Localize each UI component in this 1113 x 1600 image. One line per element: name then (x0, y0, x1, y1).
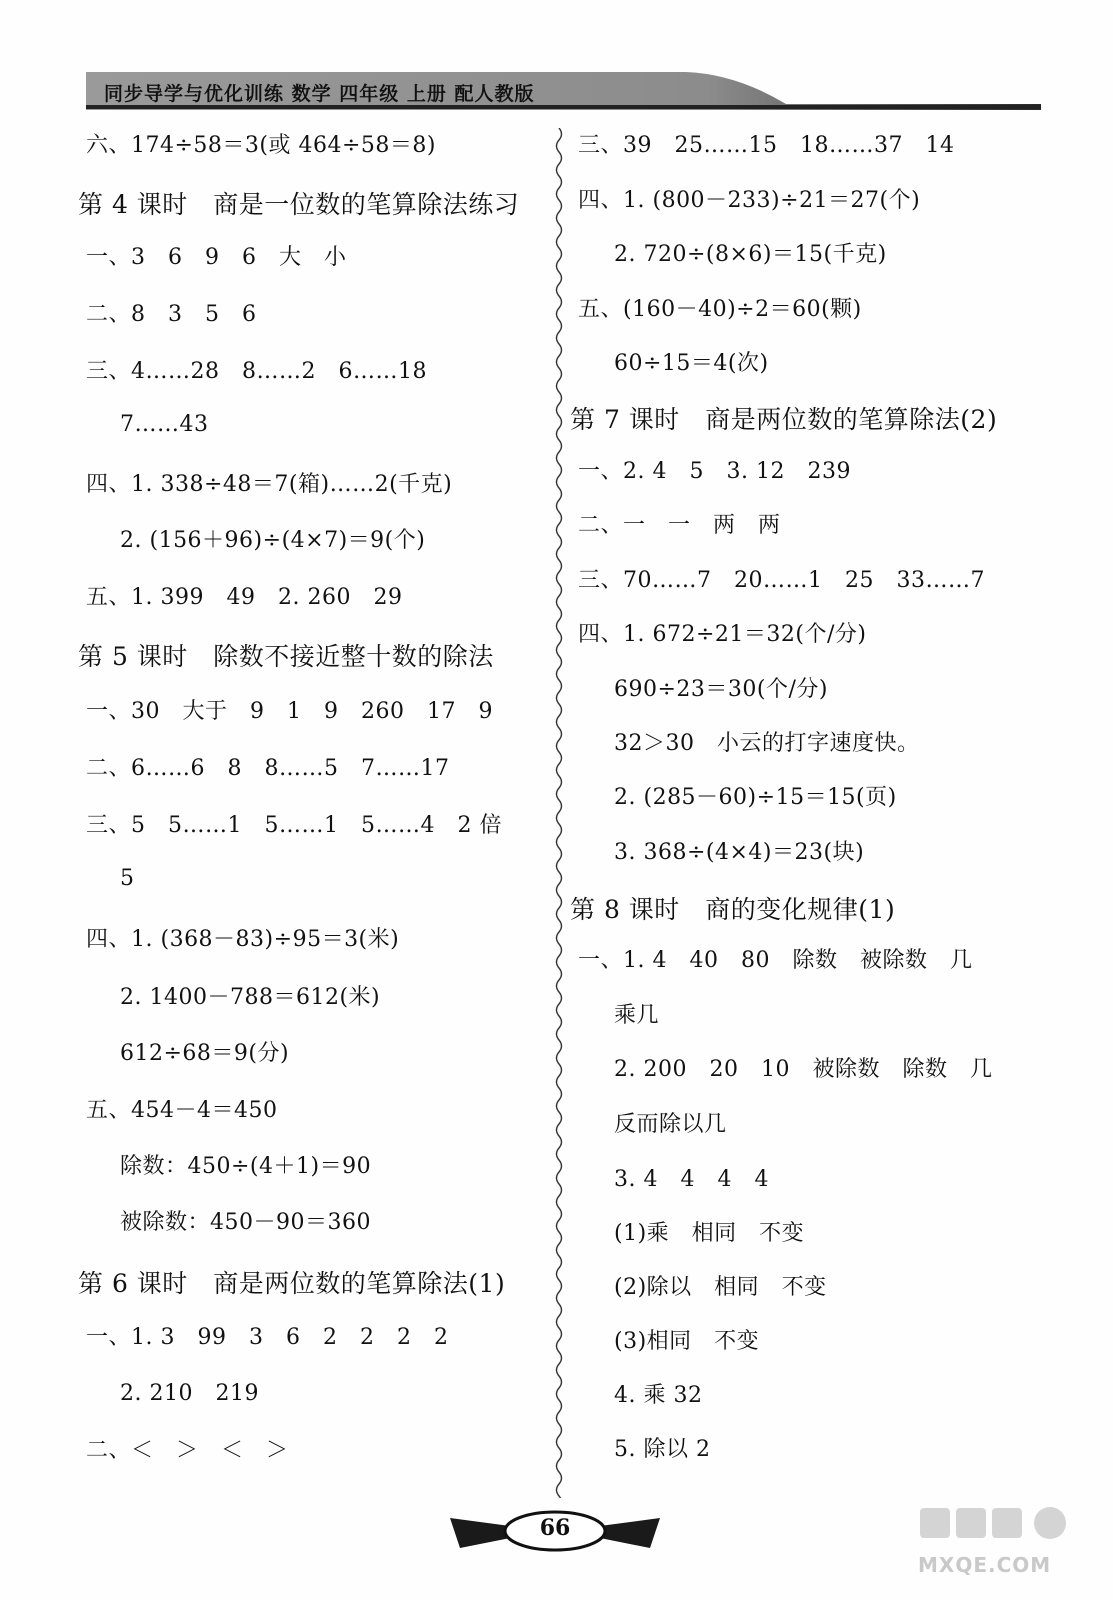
lesson-title: 第 8 课时 商的变化规律(1) (570, 895, 896, 924)
answer-line: (3)相同 不变 (614, 1329, 760, 1354)
page-number: 66 (539, 1515, 571, 1541)
answer-line: 3. 368÷(4×4)＝23(块) (614, 840, 865, 865)
answer-line: 3. 4 4 4 4 (614, 1167, 769, 1192)
answer-line: 一、1. 4 40 80 除数 被除数 几 (578, 948, 973, 973)
answer-line: 乘几 (614, 1003, 660, 1028)
answer-line: 5. 除以 2 (614, 1437, 711, 1462)
answer-line: 四、1. 338÷48＝7(箱)……2(千克) (86, 472, 453, 497)
answer-line: 2. 1400－788＝612(米) (120, 985, 381, 1010)
answer-line: 六、174÷58＝3(或 464÷58＝8) (86, 133, 436, 158)
answer-line: 三、70……7 20……1 25 33……7 (578, 568, 985, 593)
answer-line: 五、(160－40)÷2＝60(颗) (578, 297, 862, 322)
answer-line: 2. 210 219 (120, 1381, 259, 1406)
answer-line: 二、6……6 8 8……5 7……17 (86, 756, 450, 781)
lesson-title: 第 7 课时 商是两位数的笔算除法(2) (570, 405, 998, 434)
answer-line: 反而除以几 (614, 1112, 727, 1137)
answer-line: 二、一 一 两 两 (578, 513, 781, 538)
answer-line: 32＞30 小云的打字速度快。 (614, 731, 920, 756)
answer-line: 三、5 5……1 5……1 5……4 2 倍 (86, 813, 502, 838)
answer-line: (2)除以 相同 不变 (614, 1275, 827, 1300)
answer-line: 被除数：450－90＝360 (120, 1210, 371, 1235)
watermark-text: MXQE.COM (918, 1553, 1052, 1577)
answer-line: 60÷15＝4(次) (614, 351, 769, 376)
answer-line: 5 (120, 866, 135, 891)
answer-line: 7……43 (120, 412, 209, 437)
answer-line: 2. (285－60)÷15＝15(页) (614, 785, 897, 810)
answer-line: 四、1. (800－233)÷21＝27(个) (578, 188, 921, 213)
answer-line: 除数：450÷(4＋1)＝90 (120, 1154, 372, 1179)
answer-line: 四、1. 672÷21＝32(个/分) (578, 622, 867, 647)
answer-line: 2. 720÷(8×6)＝15(千克) (614, 242, 887, 267)
answer-line: 2. 200 20 10 被除数 除数 几 (614, 1057, 993, 1082)
answer-line: 三、4……28 8……2 6……18 (86, 359, 427, 384)
answer-line: 二、8 3 5 6 (86, 302, 257, 327)
answer-line: 四、1. (368－83)÷95＝3(米) (86, 927, 400, 952)
lesson-title: 第 4 课时 商是一位数的笔算除法练习 (78, 190, 520, 219)
answer-line: 612÷68＝9(分) (120, 1041, 290, 1066)
answer-line: 一、1. 3 99 3 6 2 2 2 2 (86, 1325, 449, 1350)
answer-line: 4. 乘 32 (614, 1383, 703, 1408)
page-header-title: 同步导学与优化训练 数学 四年级 上册 配人教版 (104, 83, 535, 105)
column-divider (552, 128, 566, 1498)
lesson-title: 第 6 课时 商是两位数的笔算除法(1) (78, 1269, 506, 1298)
answer-line: 一、2. 4 5 3. 12 239 (578, 459, 851, 484)
answer-line: 一、30 大于 9 1 9 260 17 9 (86, 699, 493, 724)
answer-line: 五、454－4＝450 (86, 1098, 278, 1123)
answer-line: 三、39 25……15 18……37 14 (578, 133, 955, 158)
answer-line: 五、1. 399 49 2. 260 29 (86, 585, 403, 610)
answer-line: 2. (156＋96)÷(4×7)＝9(个) (120, 528, 426, 553)
lesson-title: 第 5 课时 除数不接近整十数的除法 (78, 642, 494, 671)
answer-line: 一、3 6 9 6 大 小 (86, 245, 347, 270)
answer-line: 二、＜ ＞ ＜ ＞ (86, 1438, 289, 1463)
answer-line: (1)乘 相同 不变 (614, 1221, 805, 1246)
answer-line: 690÷23＝30(个/分) (614, 677, 828, 702)
